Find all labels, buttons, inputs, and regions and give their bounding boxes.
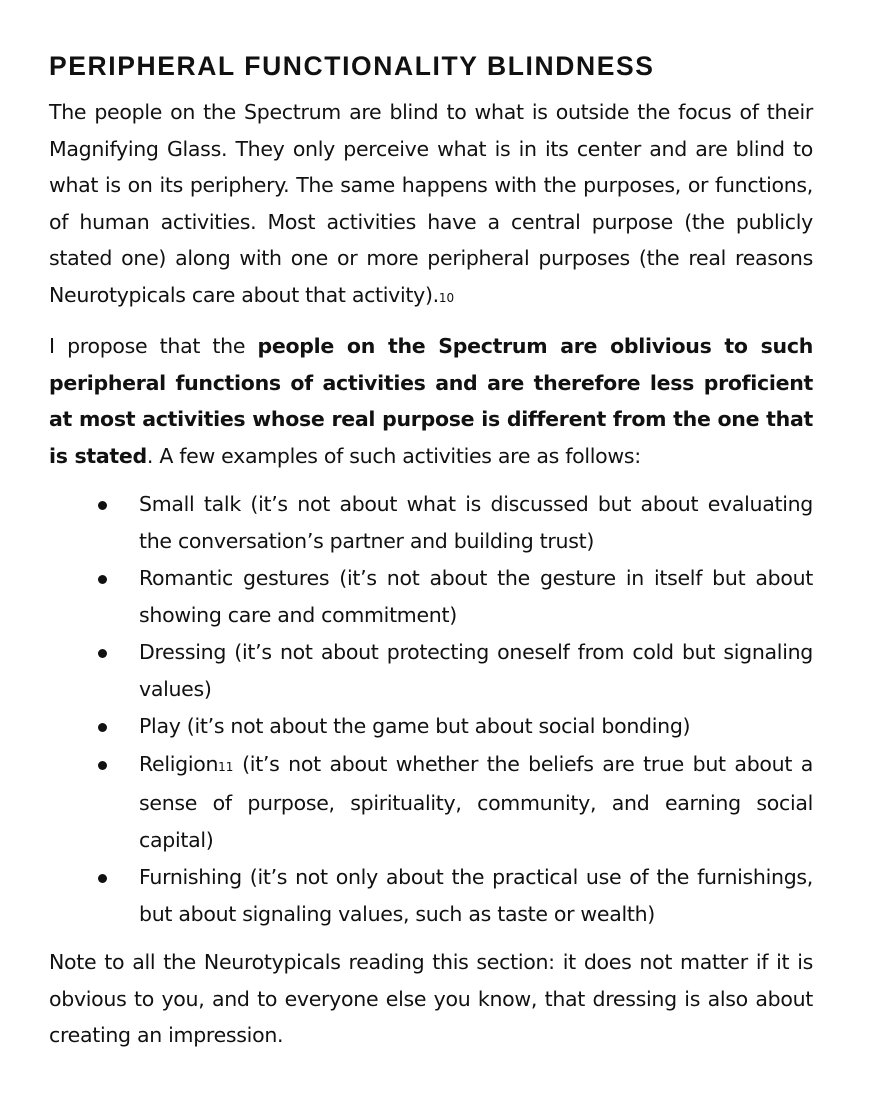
paragraph-intro-text: The people on the Spectrum are blind to what is outside the focus of their Magnifying Glass. They only perceive what is in its center and are blind to what is on its periphery. The same happens with the purposes, or functions, of human activities. Most activities have a central purpose (the publicly stated one) along with one or more peripheral purposes (the real reasons Neurotypicals care about that activity). (49, 100, 813, 307)
list-item-furnishing (49, 859, 813, 932)
list-item-lead: Religion (139, 751, 219, 776)
footnote-marker-11: 11 (218, 759, 234, 774)
bullet-dot-icon (98, 649, 107, 658)
list-item-text: Dressing (it’s not about protecting oneself from cold but signaling values) (139, 640, 813, 701)
bullet-dot-icon (98, 575, 107, 584)
bullet-dot-icon (98, 501, 107, 510)
examples-list (49, 486, 813, 932)
list-item-small-talk (49, 486, 813, 559)
list-item-play (49, 708, 813, 745)
document-page (49, 48, 813, 1066)
proposal-bold-text: people on the Spectrum are oblivious to such peripheral functions of activities and are therefore less proficient at most activities whose real purpose is different from the one that is stated (49, 334, 813, 468)
list-item-text: Small talk (it’s not about what is discussed but about evaluating the conversation’s partner and building trust) (139, 492, 813, 553)
proposal-outro-text: . A few examples of such activities are as follows: (146, 443, 641, 468)
bullet-dot-icon (98, 874, 107, 883)
list-item-text: Furnishing (it’s not only about the practical use of the furnishings, but about signaling values, such as taste or wealth) (139, 865, 813, 926)
paragraph-proposal (49, 328, 813, 474)
paragraph-intro (49, 94, 813, 316)
list-item-text: (it’s not about whether the beliefs are true but about a sense of purpose, spirituality, community, and earning social capital) (139, 751, 813, 852)
list-item-text: Play (it’s not about the game but about social bonding) (139, 714, 691, 738)
list-item-text: Romantic gestures (it’s not about the gesture in itself but about showing care and commitment) (139, 566, 813, 627)
proposal-intro-text: I propose that the (49, 334, 258, 358)
footnote-marker-10: 10 (438, 290, 455, 305)
bullet-dot-icon (98, 723, 107, 732)
list-item-romantic-gestures (49, 560, 813, 633)
bullet-dot-icon (98, 761, 107, 770)
list-item-religion (49, 746, 813, 859)
paragraph-note: Note to all the Neurotypicals reading this section: it does not matter if it is obvious to you, and to everyone else you know, that dressing is also about creating an impression. (49, 950, 813, 1047)
list-item-dressing (49, 634, 813, 707)
section-heading: PERIPHERAL FUNCTIONALITY BLINDNESS (49, 51, 655, 81)
